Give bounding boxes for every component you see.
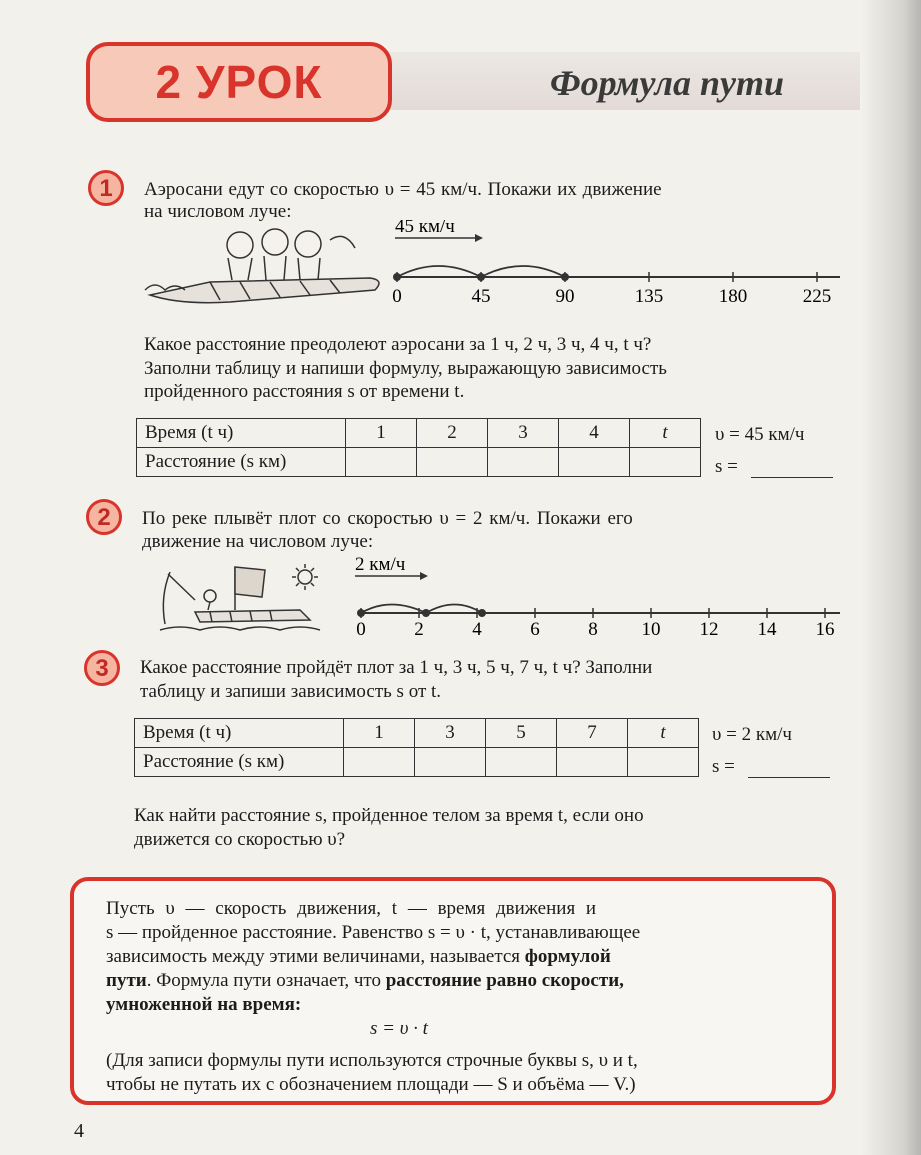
ray-tick-label: 14 bbox=[757, 619, 777, 640]
task-2-ray-point bbox=[422, 609, 430, 617]
answer-cell[interactable] bbox=[559, 448, 630, 477]
ray-tick-label: 4 bbox=[472, 619, 482, 640]
lesson-label: 2 УРОК bbox=[155, 56, 323, 108]
task-2-ray-arcs bbox=[361, 605, 482, 614]
answer-cell[interactable] bbox=[628, 748, 699, 777]
task-3-speed-note: υ = 2 км/ч bbox=[712, 724, 792, 745]
ray-tick-label: 90 bbox=[555, 286, 575, 307]
task-1-table bbox=[136, 418, 701, 477]
answer-cell[interactable] bbox=[486, 748, 557, 777]
answer-cell[interactable] bbox=[344, 748, 415, 777]
task-1-illustration-and-ray bbox=[140, 220, 860, 315]
table-row-header: Время (t ч) bbox=[137, 419, 346, 448]
task-1-formula-slot bbox=[715, 456, 833, 478]
ray-tick-label: 45 bbox=[471, 286, 491, 307]
ray-tick-label: 2 bbox=[414, 619, 424, 640]
task-1-number: 1 bbox=[88, 170, 124, 206]
task-3-formula-slot bbox=[712, 756, 830, 778]
ray-tick-label: 0 bbox=[356, 619, 366, 640]
table-cell: 3 bbox=[488, 419, 559, 448]
ray-tick-label: 180 bbox=[718, 286, 748, 307]
task-1-speed-note: υ = 45 км/ч bbox=[715, 424, 805, 445]
rule-formula: s = υ · t bbox=[370, 1018, 428, 1039]
rule-line5 bbox=[106, 993, 301, 1017]
table-row-header: Время (t ч) bbox=[135, 719, 344, 748]
table-cell: 4 bbox=[559, 419, 630, 448]
task-1-speed-label: 45 км/ч bbox=[395, 220, 455, 237]
page-edge-shadow bbox=[861, 0, 921, 1155]
ray-tick-label: 10 bbox=[641, 619, 661, 640]
rule-line3 bbox=[106, 945, 611, 969]
answer-cell[interactable] bbox=[346, 448, 417, 477]
lesson-badge bbox=[86, 42, 392, 122]
rule-line2: s — пройденное расстояние. Равенство s = υ · t, устанавливающее bbox=[106, 922, 641, 943]
page-number: 4 bbox=[74, 1120, 84, 1142]
table-cell: 1 bbox=[344, 719, 415, 748]
rule-note-line1: (Для записи формулы пути используются строчные буквы s, υ и t, bbox=[106, 1050, 638, 1071]
task-3-text-line2: таблицу и запиши зависимость s от t. bbox=[140, 681, 442, 702]
answer-cell[interactable] bbox=[417, 448, 488, 477]
table-cell: t bbox=[628, 719, 699, 748]
answer-cell[interactable] bbox=[557, 748, 628, 777]
task-2-speed-arrowhead bbox=[420, 572, 428, 580]
rule-statement-part2: умноженной на время: bbox=[106, 994, 302, 1015]
ray-tick-label: 8 bbox=[588, 619, 598, 640]
table-row-header: Расстояние (s км) bbox=[135, 748, 344, 777]
ray-tick-label: 0 bbox=[392, 286, 402, 307]
table-row bbox=[137, 419, 701, 448]
task-3-question-line1: Как найти расстояние s, пройденное телом за время t, если оно bbox=[134, 805, 644, 826]
task-1-ray-point bbox=[393, 273, 401, 281]
task-3-number: 3 bbox=[84, 650, 120, 686]
ray-tick-label: 225 bbox=[802, 286, 832, 307]
table-row-header: Расстояние (s км) bbox=[137, 448, 346, 477]
answer-cell[interactable] bbox=[488, 448, 559, 477]
table-cell: 7 bbox=[557, 719, 628, 748]
task-1-formula-blank[interactable] bbox=[751, 457, 833, 478]
rule-box bbox=[70, 877, 836, 1105]
task-3-table bbox=[134, 718, 699, 777]
task-3-text-line1: Какое расстояние пройдёт плот за 1 ч, 3 ч, 5 ч, 7 ч, t ч? Заполни bbox=[140, 657, 653, 678]
table-cell: 1 bbox=[346, 419, 417, 448]
task-2-text-line1: По реке плывёт плот со скоростью υ = 2 км/ч. Покажи его bbox=[142, 508, 633, 529]
ray-tick-label: 135 bbox=[634, 286, 664, 307]
table-cell: 3 bbox=[415, 719, 486, 748]
task-2-number: 2 bbox=[86, 499, 122, 535]
task-2-speed-label: 2 км/ч bbox=[355, 554, 406, 575]
table-cell: 2 bbox=[417, 419, 488, 448]
rule-line4-text: . Формула пути означает, что bbox=[146, 970, 386, 991]
table-row bbox=[135, 719, 699, 748]
rule-term-path: пути bbox=[106, 970, 147, 991]
table-cell: 5 bbox=[486, 719, 557, 748]
task-1-text-line1: Аэросани едут со скоростью υ = 45 км/ч. Покажи их движение bbox=[144, 179, 662, 200]
task-2-ray-point bbox=[478, 609, 486, 617]
task-1-question-line2: Заполни таблицу и напиши формулу, выражающую зависимость bbox=[144, 358, 667, 379]
rule-statement-part1: расстояние равно скорости, bbox=[385, 970, 624, 991]
table-row bbox=[137, 448, 701, 477]
answer-cell[interactable] bbox=[415, 748, 486, 777]
ray-tick-label: 6 bbox=[530, 619, 540, 640]
task-1-s-label: s = bbox=[715, 456, 738, 477]
answer-cell[interactable] bbox=[630, 448, 701, 477]
task-1-question-line1: Какое расстояние преодолеют аэросани за 1 ч, 2 ч, 3 ч, 4 ч, t ч? bbox=[144, 334, 652, 355]
task-3-formula-blank[interactable] bbox=[748, 757, 830, 778]
rule-note-line2: чтобы не путать их с обозначением площади — S и объёма — V.) bbox=[106, 1074, 636, 1095]
task-3-s-label: s = bbox=[712, 756, 735, 777]
task-2-ray-point bbox=[357, 609, 365, 617]
aerosled-illustration bbox=[145, 229, 379, 303]
rule-term-formula: формулой bbox=[524, 946, 611, 967]
table-row bbox=[135, 748, 699, 777]
rule-line1: Пусть υ — скорость движения, t — время движения и bbox=[106, 898, 597, 919]
raft-illustration bbox=[160, 564, 320, 630]
task-2-illustration-and-ray bbox=[140, 552, 860, 647]
task-1-speed-arrowhead bbox=[475, 234, 483, 242]
task-1-ray-point bbox=[477, 273, 485, 281]
ray-tick-label: 12 bbox=[699, 619, 719, 640]
table-cell: t bbox=[630, 419, 701, 448]
task-1-question-line3: пройденного расстояния s от времени t. bbox=[144, 381, 465, 402]
lesson-title: Формула пути bbox=[550, 63, 784, 103]
rule-line3-text: зависимость между этими величинами, называется bbox=[106, 946, 525, 967]
task-2-text-line2: движение на числовом луче: bbox=[142, 531, 374, 552]
task-1-text-line2: на числовом луче: bbox=[144, 201, 292, 222]
task-1-ray-point bbox=[561, 273, 569, 281]
rule-line4 bbox=[106, 969, 624, 993]
task-3-question-line2: движется со скоростью υ? bbox=[134, 829, 346, 850]
ray-tick-label: 16 bbox=[815, 619, 835, 640]
